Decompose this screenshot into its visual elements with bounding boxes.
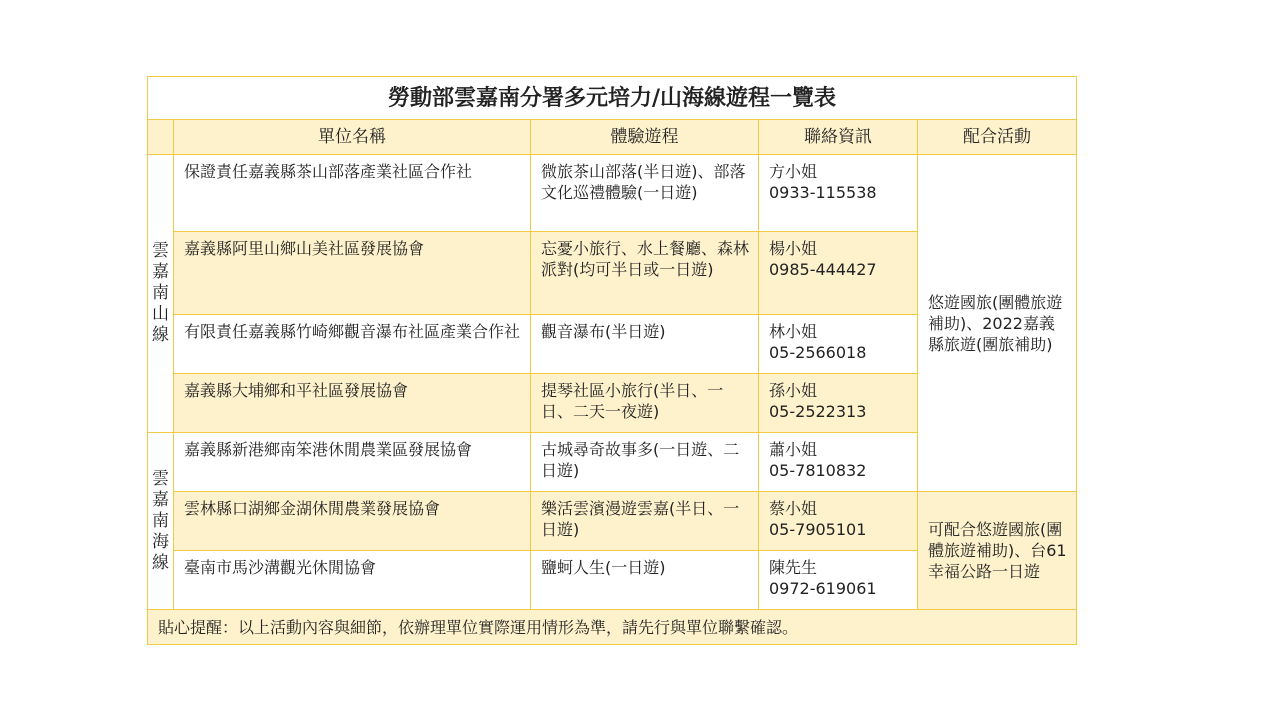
tour-table <box>147 76 1077 645</box>
group-mountain-line: 雲 嘉 南 山 線 <box>148 155 174 433</box>
tour-name: 忘憂小旅行、水上餐廳、森林派對(均可半日或一日遊) <box>531 232 759 315</box>
contact-phone: 0972-619061 <box>769 579 877 598</box>
header-contact: 聯絡資訊 <box>759 120 918 155</box>
activity-note-1: 悠遊國旅(團體旅遊補助)、2022嘉義縣旅遊(團旅補助) <box>918 155 1077 492</box>
unit-name: 保證責任嘉義縣茶山部落產業社區合作社 <box>174 155 531 232</box>
group-coast-line: 雲 嘉 南 海 線 <box>148 433 174 610</box>
unit-name: 有限責任嘉義縣竹崎鄉觀音瀑布社區產業合作社 <box>174 315 531 374</box>
contact-name: 孫小姐 <box>769 381 818 400</box>
header-tour: 體驗遊程 <box>531 120 759 155</box>
header-activity: 配合活動 <box>918 120 1077 155</box>
contact-info <box>759 232 918 315</box>
contact-name: 蕭小姐 <box>769 440 818 459</box>
contact-phone: 05-7810832 <box>769 461 867 480</box>
header-blank <box>148 120 174 155</box>
tour-name: 提琴社區小旅行(半日、一日、二天一夜遊) <box>531 374 759 433</box>
contact-name: 陳先生 <box>769 558 818 577</box>
header-unit: 單位名稱 <box>174 120 531 155</box>
contact-name: 林小姐 <box>769 322 818 341</box>
contact-name: 楊小姐 <box>769 239 818 258</box>
unit-name: 臺南市馬沙溝觀光休閒協會 <box>174 551 531 610</box>
contact-name: 蔡小姐 <box>769 499 818 518</box>
contact-info <box>759 551 918 610</box>
contact-info <box>759 155 918 232</box>
contact-name: 方小姐 <box>769 162 818 181</box>
tour-name: 樂活雲濱漫遊雲嘉(半日、一日遊) <box>531 492 759 551</box>
contact-phone: 0985-444427 <box>769 260 877 279</box>
contact-phone: 05-7905101 <box>769 520 867 539</box>
contact-phone: 0933-115538 <box>769 183 877 202</box>
tour-name: 鹽蚵人生(一日遊) <box>531 551 759 610</box>
header-row <box>148 120 1077 155</box>
activity-note-2: 可配合悠遊國旅(團體旅遊補助)、台61幸福公路一日遊 <box>918 492 1077 610</box>
unit-name: 嘉義縣新港鄉南笨港休閒農業區發展協會 <box>174 433 531 492</box>
unit-name: 嘉義縣大埔鄉和平社區發展協會 <box>174 374 531 433</box>
contact-info <box>759 315 918 374</box>
tour-name: 微旅茶山部落(半日遊)、部落文化巡禮體驗(一日遊) <box>531 155 759 232</box>
footer-row <box>148 610 1077 645</box>
contact-phone: 05-2566018 <box>769 343 867 362</box>
unit-name: 嘉義縣阿里山鄉山美社區發展協會 <box>174 232 531 315</box>
contact-info <box>759 433 918 492</box>
contact-phone: 05-2522313 <box>769 402 867 421</box>
table-row <box>148 155 1077 232</box>
footer-note: 貼心提醒：以上活動內容與細節，依辦理單位實際運用情形為準，請先行與單位聯繫確認。 <box>148 610 1077 645</box>
tour-name: 觀音瀑布(半日遊) <box>531 315 759 374</box>
table-title: 勞動部雲嘉南分署多元培力/山海線遊程一覽表 <box>148 77 1077 120</box>
tour-name: 古城尋奇故事多(一日遊、二日遊) <box>531 433 759 492</box>
contact-info <box>759 492 918 551</box>
table-row <box>148 492 1077 551</box>
contact-info <box>759 374 918 433</box>
unit-name: 雲林縣口湖鄉金湖休閒農業發展協會 <box>174 492 531 551</box>
